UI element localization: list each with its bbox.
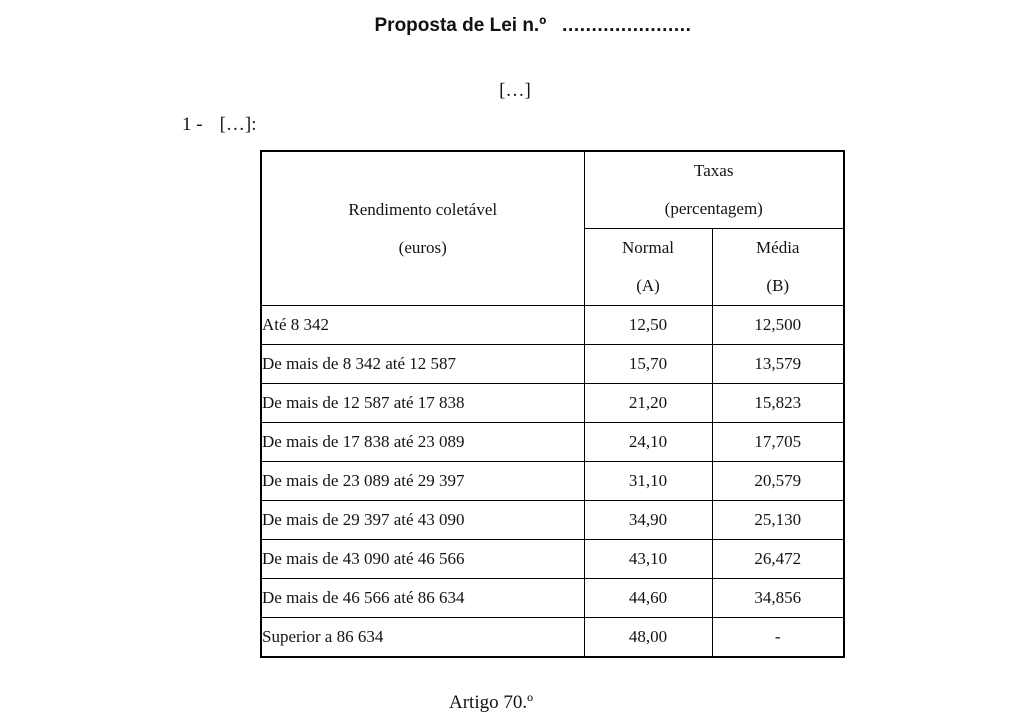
bracket-cell: De mais de 43 090 até 46 566 xyxy=(261,540,584,579)
normal-header-label: Normal xyxy=(622,238,674,257)
normal-rate-cell: 15,70 xyxy=(584,345,712,384)
table-row xyxy=(261,384,844,423)
article-heading: Artigo 70.º xyxy=(449,692,533,713)
normal-rate-cell: 31,10 xyxy=(584,462,712,501)
table-row xyxy=(261,618,844,658)
taxas-header-unit: (percentagem) xyxy=(664,199,763,218)
media-rate-cell: 26,472 xyxy=(712,540,844,579)
income-header-label: Rendimento coletável xyxy=(348,199,498,219)
media-rate-cell: 25,130 xyxy=(712,501,844,540)
page-title xyxy=(375,15,692,37)
media-rate-cell: 34,856 xyxy=(712,579,844,618)
header-cell-taxas xyxy=(584,151,844,229)
table-row xyxy=(261,462,844,501)
table-row xyxy=(261,306,844,345)
bracket-cell: De mais de 29 397 até 43 090 xyxy=(261,501,584,540)
media-rate-cell: 12,500 xyxy=(712,306,844,345)
bracket-cell: De mais de 23 089 até 29 397 xyxy=(261,462,584,501)
header-cell-normal xyxy=(584,229,712,306)
taxas-header-label: Taxas xyxy=(694,161,734,180)
bracket-cell: Superior a 86 634 xyxy=(261,618,584,658)
tax-brackets-table xyxy=(260,150,845,658)
table-row xyxy=(261,579,844,618)
media-header-letter: (B) xyxy=(766,276,790,295)
list-item-1 xyxy=(182,114,257,136)
normal-rate-cell: 21,20 xyxy=(584,384,712,423)
bracket-cell: De mais de 12 587 até 17 838 xyxy=(261,384,584,423)
header-cell-media xyxy=(712,229,844,306)
income-header-unit: (euros) xyxy=(398,237,447,257)
table-row xyxy=(261,345,844,384)
omitted-text-marker: […] xyxy=(499,80,531,101)
table-row xyxy=(261,501,844,540)
media-rate-cell: 17,705 xyxy=(712,423,844,462)
normal-rate-cell: 34,90 xyxy=(584,501,712,540)
bracket-cell: De mais de 46 566 até 86 634 xyxy=(261,579,584,618)
table-row xyxy=(261,540,844,579)
header-cell-income xyxy=(261,151,584,306)
page-title-text: Proposta de Lei n.º xyxy=(374,15,547,36)
normal-rate-cell: 12,50 xyxy=(584,306,712,345)
bracket-cell: Até 8 342 xyxy=(261,306,584,345)
media-rate-cell: 20,579 xyxy=(712,462,844,501)
normal-rate-cell: 48,00 xyxy=(584,618,712,658)
table-header-row-1 xyxy=(261,151,844,229)
media-rate-cell: - xyxy=(712,618,844,658)
bracket-cell: De mais de 8 342 até 12 587 xyxy=(261,345,584,384)
media-header-label: Média xyxy=(756,238,800,257)
list-item-text: […]: xyxy=(219,114,257,135)
table-row xyxy=(261,423,844,462)
media-rate-cell: 13,579 xyxy=(712,345,844,384)
normal-header-letter: (A) xyxy=(636,276,660,295)
normal-rate-cell: 44,60 xyxy=(584,579,712,618)
normal-rate-cell: 43,10 xyxy=(584,540,712,579)
normal-rate-cell: 24,10 xyxy=(584,423,712,462)
bracket-cell: De mais de 17 838 até 23 089 xyxy=(261,423,584,462)
title-dotted-blank: ...................... xyxy=(562,15,692,36)
list-item-number: 1 - xyxy=(182,114,203,135)
media-rate-cell: 15,823 xyxy=(712,384,844,423)
